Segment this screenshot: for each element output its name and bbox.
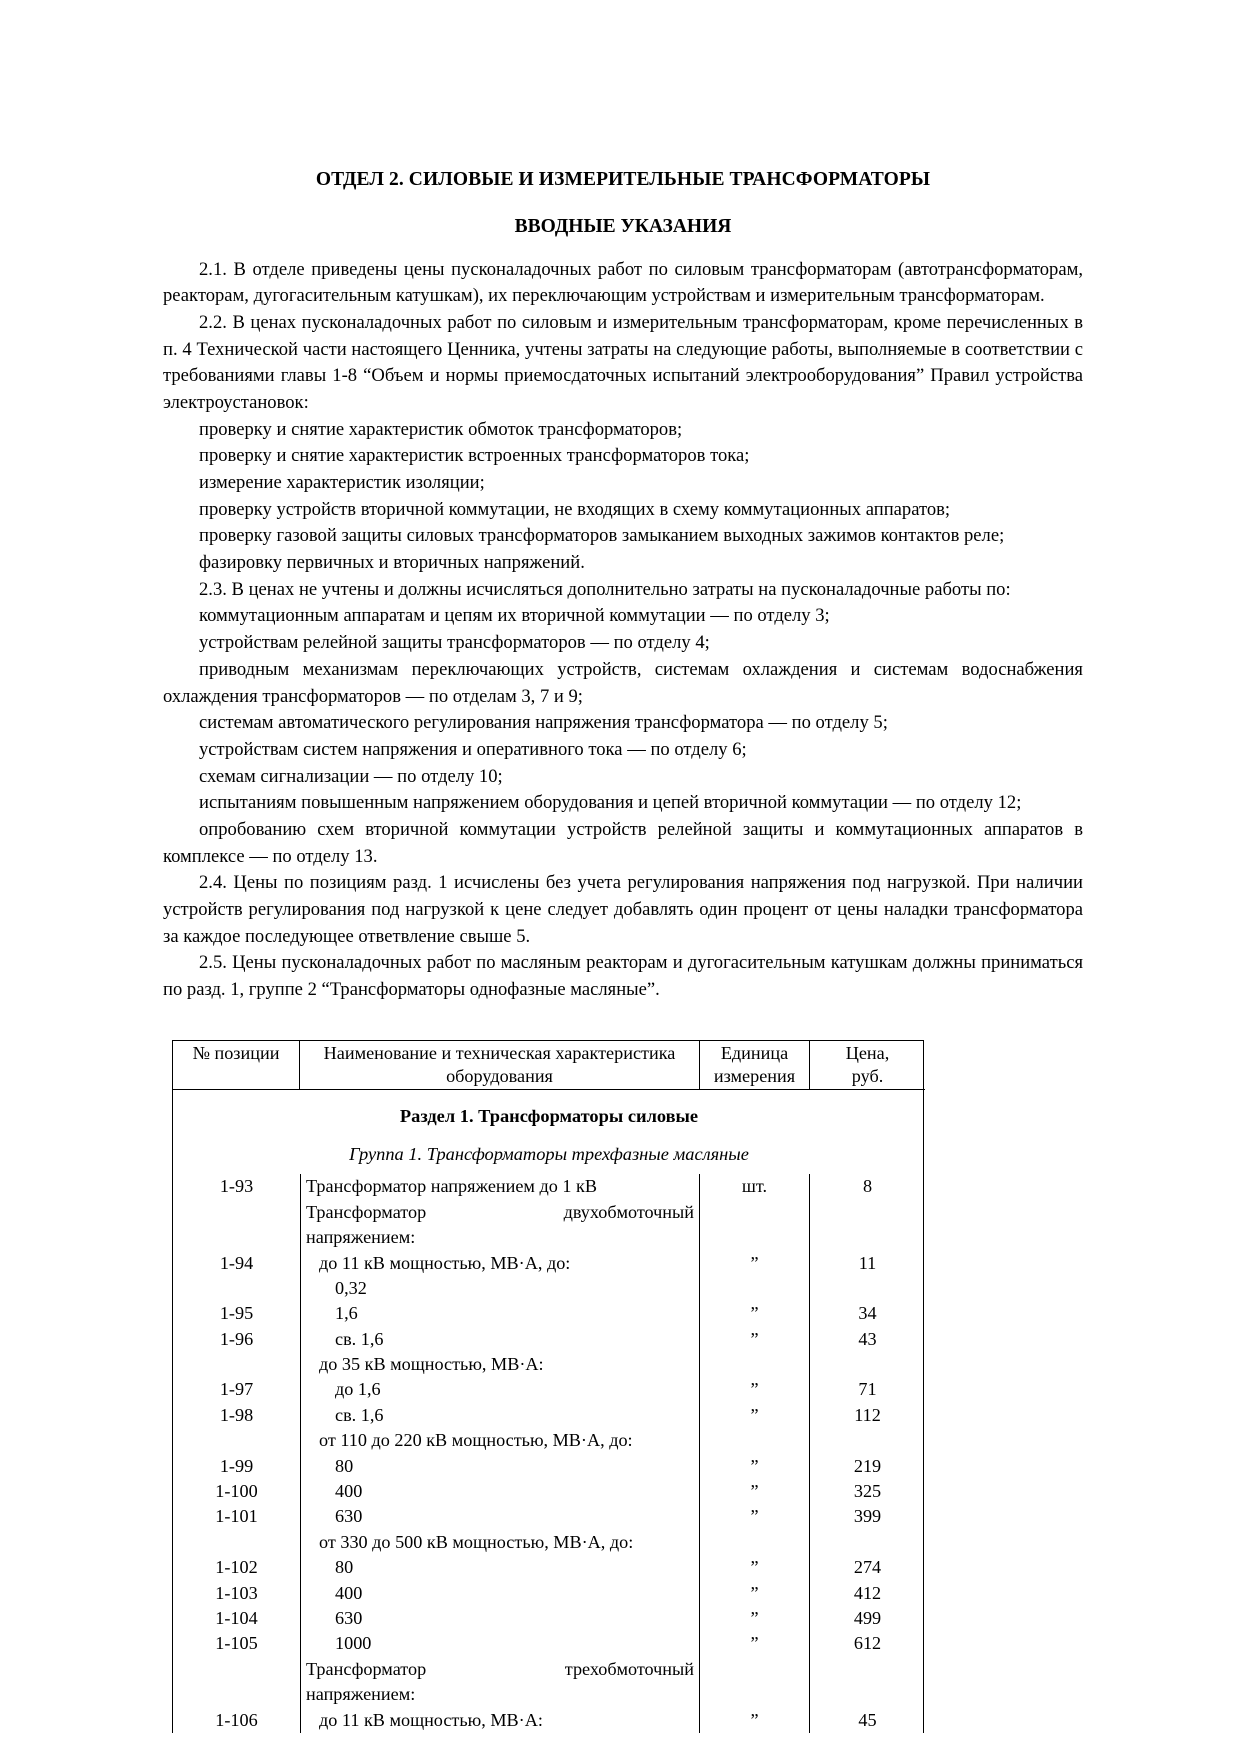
table-cell-name-right: двухобмоточный bbox=[563, 1201, 694, 1222]
table-cell-unit: ” bbox=[700, 1479, 810, 1504]
table-cell-price bbox=[810, 1225, 925, 1250]
list-2-3 bbox=[163, 603, 1083, 870]
table-cell-position: 1-103 bbox=[215, 1582, 258, 1603]
table-cell-unit bbox=[700, 1530, 810, 1555]
paragraph-2-3: 2.3. В ценах не учтены и должны исчисляться дополнительно затраты на пусконаладочные работы по: bbox=[199, 578, 1011, 600]
table-cell-price bbox=[810, 1352, 925, 1377]
table-cell-unit bbox=[700, 1200, 810, 1225]
table-cell-position: 1-94 bbox=[219, 1252, 254, 1273]
table-cell-price: 325 bbox=[853, 1481, 882, 1502]
table-cell-unit: шт. bbox=[700, 1174, 810, 1199]
table-header-name bbox=[300, 1041, 700, 1091]
table-cell-unit bbox=[700, 1682, 810, 1707]
list-item: проверку газовой защиты силовых трансформаторов замыканием выходных зажимов контактов реле; bbox=[199, 525, 1005, 547]
table-cell-position: 1-101 bbox=[215, 1506, 258, 1527]
list-item: коммутационным аппаратам и цепям их вторичной коммутации — по отделу 3; bbox=[199, 605, 830, 627]
paragraph-2-1: 2.1. В отделе приведены цены пусконаладочных работ по силовым трансформаторам (автотрансформаторам, реакторам, дугогасительным катушкам), их переключающим устройствам и измерительным трансформаторам. bbox=[163, 258, 1083, 307]
table-cell-position: 1-100 bbox=[215, 1481, 258, 1502]
price-table-grid bbox=[172, 1040, 924, 1733]
list-item: устройствам систем напряжения и оперативного тока — по отделу 6; bbox=[199, 738, 747, 760]
table-cell-name: 1,6 bbox=[300, 1301, 700, 1326]
table-cell-name: напряжением: bbox=[300, 1682, 700, 1707]
table-header-unit-line2: измерения bbox=[713, 1065, 796, 1086]
table-cell-price: 412 bbox=[853, 1582, 882, 1603]
table-cell-position bbox=[173, 1200, 300, 1225]
table-cell-price bbox=[810, 1428, 925, 1453]
table-cell-price: 34 bbox=[858, 1303, 877, 1324]
table-cell-unit: ” bbox=[700, 1581, 810, 1606]
table-cell-position bbox=[173, 1428, 300, 1453]
table-header-name-line2: оборудования bbox=[446, 1065, 553, 1086]
table-cell-price: 499 bbox=[853, 1607, 882, 1628]
table-cell-unit: ” bbox=[700, 1403, 810, 1428]
table-cell-price: 274 bbox=[853, 1557, 882, 1578]
table-cell-name: Трансформатор напряжением до 1 кВ bbox=[300, 1174, 700, 1199]
table-cell-name: 1000 bbox=[300, 1631, 700, 1656]
table-cell-name: от 110 до 220 кВ мощностью, МВ·А, до: bbox=[300, 1428, 700, 1453]
table-cell-position bbox=[173, 1225, 300, 1250]
table-cell-position bbox=[173, 1276, 300, 1301]
paragraph-2-4: 2.4. Цены по позициям разд. 1 исчислены без учета регулирования напряжения под нагрузкой. При наличии устройств регулирования под нагрузкой к цене следует добавлять один процент от цены наладки трансформатора за каждое последующее ответвление свыше 5. bbox=[163, 872, 1083, 947]
table-cell-price: 8 bbox=[862, 1176, 873, 1197]
list-item: проверку и снятие характеристик обмоток трансформаторов; bbox=[199, 418, 683, 440]
table-cell-price: 71 bbox=[858, 1379, 877, 1400]
table-cell-name: до 35 кВ мощностью, МВ·А: bbox=[300, 1352, 700, 1377]
table-cell-name: 630 bbox=[300, 1504, 700, 1529]
table-cell-price: 219 bbox=[853, 1455, 882, 1476]
table-cell-price: 399 bbox=[853, 1506, 882, 1527]
table-cell-position: 1-99 bbox=[219, 1455, 254, 1476]
table-cell-name: 0,32 bbox=[300, 1276, 700, 1301]
table-cell-unit: ” bbox=[700, 1606, 810, 1631]
table-cell-unit: ” bbox=[700, 1251, 810, 1276]
table-cell-position bbox=[173, 1682, 300, 1707]
table-cell-unit: ” bbox=[700, 1504, 810, 1529]
table-cell-name: от 330 до 500 кВ мощностью, МВ·А, до: bbox=[300, 1530, 700, 1555]
table-header-price-line1: Цена, bbox=[845, 1042, 890, 1063]
table-cell-position: 1-93 bbox=[219, 1176, 254, 1197]
table-cell-position: 1-106 bbox=[215, 1709, 258, 1730]
table-cell-position: 1-96 bbox=[219, 1328, 254, 1349]
table-group-title: Группа 1. Трансформаторы трехфазные масляные bbox=[349, 1144, 749, 1165]
table-cell-unit: ” bbox=[700, 1327, 810, 1352]
table-cell-name: до 11 кВ мощностью, МВ·А: bbox=[300, 1708, 700, 1733]
table-header-name-line1: Наименование и техническая характеристика bbox=[323, 1042, 676, 1063]
table-header-price-line2: руб. bbox=[851, 1065, 884, 1086]
table-cell-name: до 1,6 bbox=[300, 1377, 700, 1402]
table-cell-price bbox=[810, 1682, 925, 1707]
table-cell-price: 45 bbox=[858, 1709, 877, 1730]
intro-body bbox=[163, 257, 1083, 1004]
table-cell-unit bbox=[700, 1276, 810, 1301]
table-cell-price bbox=[810, 1530, 925, 1555]
document-page bbox=[163, 0, 1083, 1733]
table-cell-name: 80 bbox=[300, 1454, 700, 1479]
table-cell-position: 1-102 bbox=[215, 1557, 258, 1578]
page-title: ОТДЕЛ 2. СИЛОВЫЕ И ИЗМЕРИТЕЛЬНЫЕ ТРАНСФОРМАТОРЫ bbox=[315, 169, 931, 190]
table-cell-position bbox=[173, 1352, 300, 1377]
table-cell-price: 612 bbox=[853, 1633, 882, 1654]
list-2-2 bbox=[163, 417, 1083, 577]
table-cell-name: 80 bbox=[300, 1555, 700, 1580]
table-cell-unit: ” bbox=[700, 1631, 810, 1656]
list-item: измерение характеристик изоляции; bbox=[199, 472, 485, 494]
table-cell-position bbox=[173, 1657, 300, 1682]
table-header-price bbox=[810, 1041, 925, 1091]
table-cell-name: св. 1,6 bbox=[300, 1403, 700, 1428]
table-cell-name-left: Трансформатор bbox=[306, 1201, 427, 1222]
table-cell-position: 1-97 bbox=[219, 1379, 254, 1400]
page-subtitle: ВВОДНЫЕ УКАЗАНИЯ bbox=[514, 216, 732, 238]
list-item: фазировку первичных и вторичных напряжений. bbox=[199, 552, 585, 574]
table-cell-price: 112 bbox=[854, 1404, 881, 1425]
list-item: испытаниям повышенным напряжением оборудования и цепей вторичной коммутации — по отделу 12; bbox=[199, 792, 1022, 814]
table-cell-price bbox=[810, 1276, 925, 1301]
table-cell-name bbox=[300, 1200, 700, 1225]
table-cell-name: 400 bbox=[300, 1581, 700, 1606]
table-cell-position bbox=[173, 1530, 300, 1555]
table-section-title: Раздел 1. Трансформаторы силовые bbox=[399, 1106, 699, 1127]
table-cell-position: 1-105 bbox=[215, 1633, 258, 1654]
table-cell-name: до 11 кВ мощностью, МВ·А, до: bbox=[300, 1251, 700, 1276]
list-item: системам автоматического регулирования напряжения трансформатора — по отделу 5; bbox=[199, 712, 888, 734]
list-item: опробованию схем вторичной коммутации устройств релейной защиты и коммутационных аппаратов в комплексе — по отделу 13. bbox=[163, 818, 1083, 867]
table-cell-price: 11 bbox=[858, 1252, 877, 1273]
list-item: приводным механизмам переключающих устройств, системам охлаждения и системам водоснабжения охлаждения трансформаторов — по отделам 3, 7 и 9; bbox=[163, 658, 1083, 707]
table-cell-unit: ” bbox=[700, 1708, 810, 1733]
list-item: проверку и снятие характеристик встроенных трансформаторов тока; bbox=[199, 445, 750, 467]
table-cell-position: 1-104 bbox=[215, 1607, 258, 1628]
table-header-position: № позиции bbox=[173, 1041, 300, 1091]
list-item: устройствам релейной защиты трансформаторов — по отделу 4; bbox=[199, 632, 710, 654]
paragraph-2-5: 2.5. Цены пусконаладочных работ по масляным реакторам и дугогасительным катушкам должны приниматься по разд. 1, группе 2 “Трансформаторы однофазные масляные”. bbox=[163, 952, 1083, 1000]
table-cell-name-right: трехобмоточный bbox=[564, 1658, 694, 1679]
table-cell-unit: ” bbox=[700, 1454, 810, 1479]
table-cell-position: 1-95 bbox=[219, 1303, 254, 1324]
table-cell-price bbox=[810, 1200, 925, 1225]
table-cell-name bbox=[300, 1657, 700, 1682]
table-cell-unit bbox=[700, 1352, 810, 1377]
paragraph-2-2: 2.2. В ценах пусконаладочных работ по силовым и измерительным трансформаторам, кроме перечисленных в п. 4 Технической части настоящего Ценника, учтены затраты на следующие работы, выполняемые в соответствии с требованиями главы 1-8 “Объем и нормы приемосдаточных испытаний электрооборудования” Правил устройства электроустановок: bbox=[163, 312, 1083, 414]
table-header-unit-line1: Единица bbox=[720, 1042, 789, 1063]
table-cell-price: 43 bbox=[858, 1328, 877, 1349]
list-item: схемам сигнализации — по отделу 10; bbox=[199, 765, 503, 787]
table-cell-unit bbox=[700, 1225, 810, 1250]
table-cell-name: напряжением: bbox=[300, 1225, 700, 1250]
table-cell-unit bbox=[700, 1428, 810, 1453]
table-cell-name-left: Трансформатор bbox=[306, 1658, 427, 1679]
table-cell-name: 400 bbox=[300, 1479, 700, 1504]
table-cell-unit bbox=[700, 1657, 810, 1682]
table-cell-name: 630 bbox=[300, 1606, 700, 1631]
table-cell-unit: ” bbox=[700, 1377, 810, 1402]
price-table bbox=[172, 1040, 924, 1733]
table-header-unit bbox=[700, 1041, 810, 1091]
table-cell-price bbox=[810, 1657, 925, 1682]
table-cell-position: 1-98 bbox=[219, 1404, 254, 1425]
table-cell-unit: ” bbox=[700, 1555, 810, 1580]
table-cell-name: св. 1,6 bbox=[300, 1327, 700, 1352]
list-item: проверку устройств вторичной коммутации, не входящих в схему коммутационных аппаратов; bbox=[199, 498, 951, 520]
table-cell-unit: ” bbox=[700, 1301, 810, 1326]
